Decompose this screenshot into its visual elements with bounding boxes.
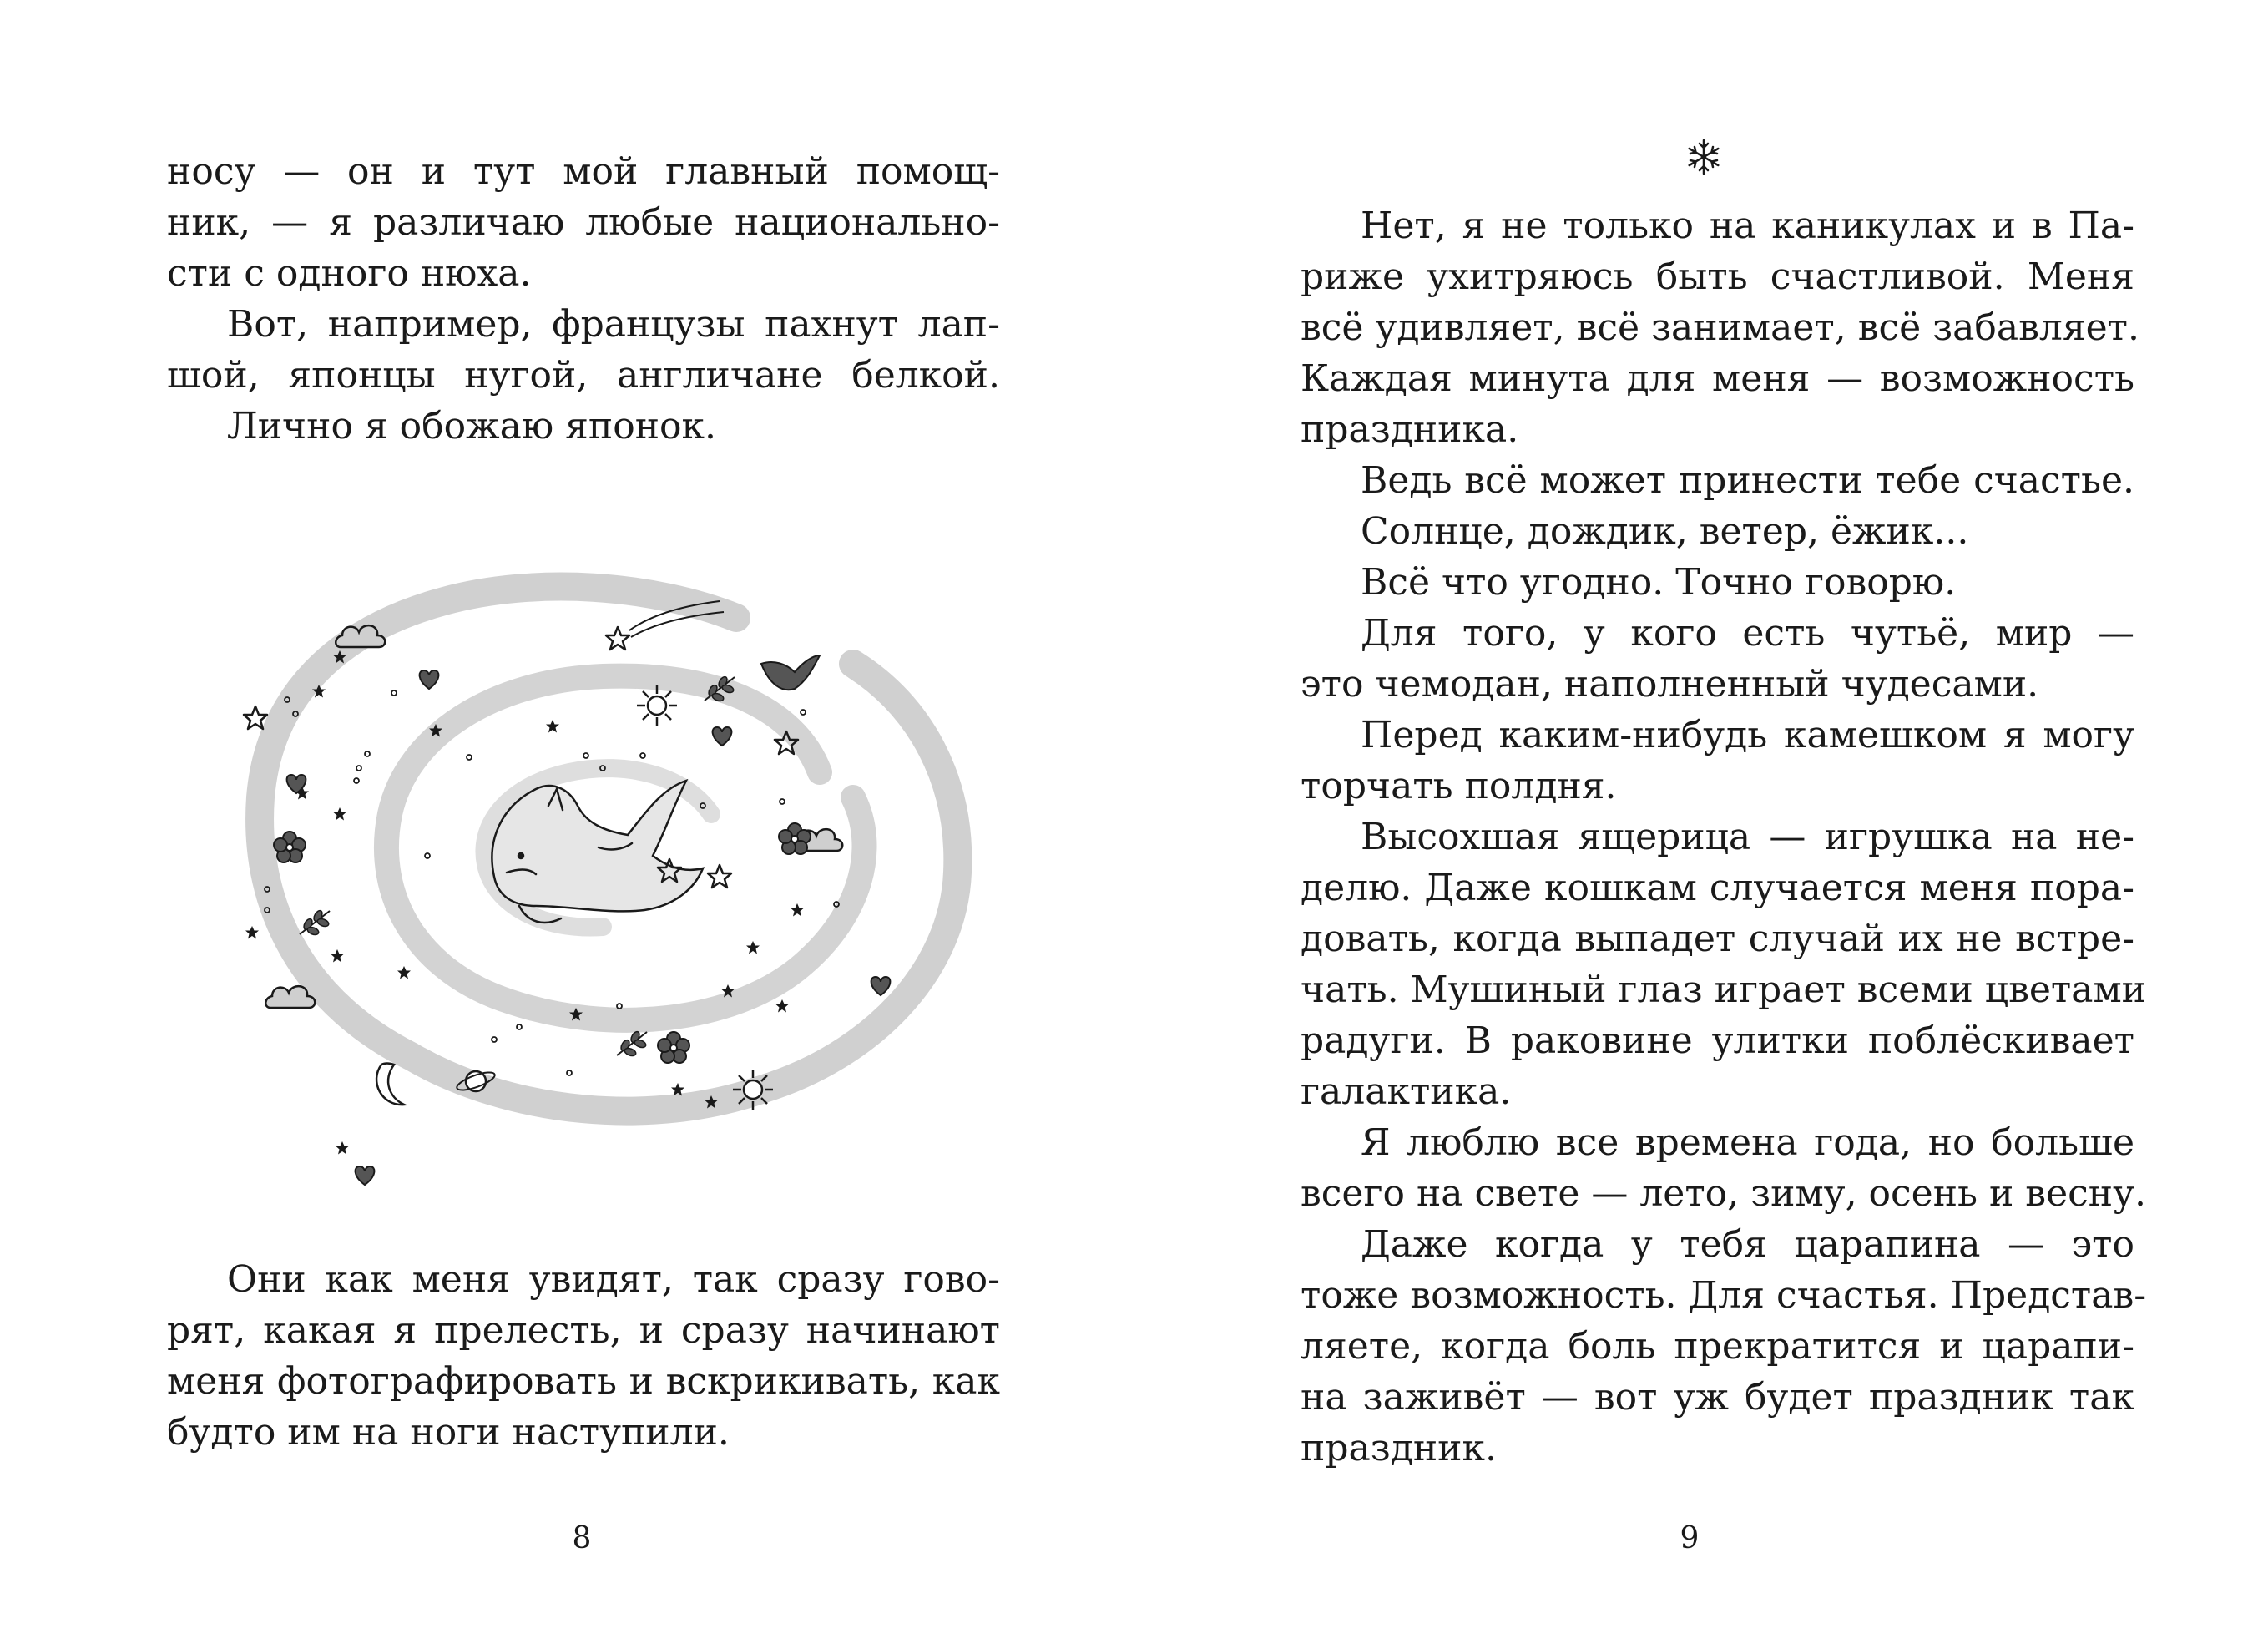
- text-line: Они как меня увидят, так сразу гово-: [227, 1258, 1000, 1301]
- bird-icon: [761, 655, 820, 690]
- page-number-right: 9: [1680, 1521, 1700, 1555]
- text-line: это чемодан, наполненный чудесами.: [1301, 663, 2039, 706]
- text-line: Даже когда у тебя царапина — это: [1361, 1223, 2134, 1266]
- text-line: меня фотографировать и вскрикивать, как: [167, 1360, 1000, 1403]
- text-line: радуги. В раковине улитки поблёскивает: [1301, 1019, 2134, 1062]
- text-line: Ведь всё может принести тебе счастье.: [1361, 459, 2134, 502]
- text-line: ник, — я различаю любые национально-: [167, 201, 1000, 244]
- text-line: Я люблю все времена года, но больше: [1361, 1121, 2134, 1164]
- snowflake-icon: [1685, 138, 1723, 176]
- text-line: тоже возможность. Для счастья. Представ-: [1301, 1274, 2147, 1317]
- text-line: праздника.: [1301, 408, 1519, 451]
- text-line: Высохшая ящерица — игрушка на не-: [1361, 816, 2134, 858]
- left-top-text: [167, 146, 1000, 452]
- text-line: Солнце, дождик, ветер, ёжик...: [1361, 510, 1969, 553]
- text-line: Нет, я не только на каникулах и в Па-: [1361, 205, 2134, 247]
- text-line: носу — он и тут мой главный помощ-: [167, 150, 1000, 193]
- text-line: сти с одного нюха.: [167, 252, 532, 295]
- text-line: Каждая минута для меня — возможность: [1301, 357, 2134, 400]
- text-line: на заживёт — вот уж будет праздник так: [1301, 1376, 2134, 1419]
- text-line: праздник.: [1301, 1427, 1497, 1469]
- text-line: галактика.: [1301, 1070, 1512, 1113]
- right-body-text: [1301, 200, 2147, 1474]
- text-line: всё удивляет, всё занимает, всё забавляет.: [1301, 306, 2139, 349]
- text-line: риже ухитряюсь быть счастливой. Меня: [1301, 255, 2134, 298]
- text-line: шой, японцы нугой, англичане белкой.: [167, 354, 1000, 397]
- text-line: всего на свете — лето, зиму, осень и весну.: [1301, 1172, 2146, 1215]
- left-bottom-text: [167, 1254, 1000, 1458]
- text-line: Всё что угодно. Точно говорю.: [1361, 561, 1957, 604]
- text-line: ляете, когда боль прекратится и царапи-: [1301, 1325, 2134, 1368]
- text-line: Перед каким-нибудь камешком я могу: [1361, 714, 2134, 756]
- page-number-left: 8: [572, 1521, 592, 1555]
- text-line: Вот, например, французы пахнут лап-: [227, 303, 1000, 346]
- text-line: делю. Даже кошкам случается меня пора-: [1301, 867, 2134, 909]
- text-line: Для того, у кого есть чутьё, мир —: [1361, 612, 2134, 655]
- text-line: торчать полдня.: [1301, 765, 1617, 807]
- text-line: рят, какая я прелесть, и сразу начинают: [167, 1309, 1000, 1352]
- text-line: будто им на ноги наступили.: [167, 1411, 730, 1454]
- galaxy-illustration: [219, 539, 1012, 1198]
- moon-icon: [376, 1064, 404, 1105]
- text-line: довать, когда выпадет случай их не встре-: [1301, 918, 2134, 960]
- text-line: чать. Мушиный глаз играет всеми цветами: [1301, 969, 2147, 1011]
- text-line: Лично я обожаю японок.: [227, 405, 717, 448]
- creature-icon: [492, 781, 703, 923]
